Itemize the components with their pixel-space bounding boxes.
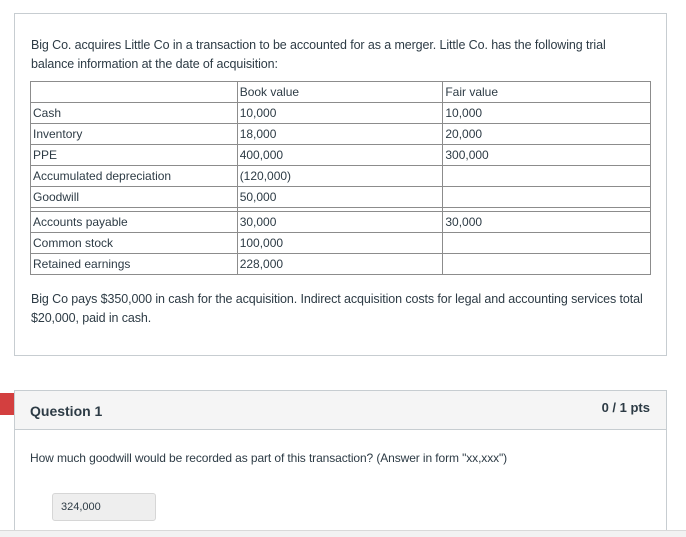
page-bottom-divider [0,530,686,537]
book-value: 400,000 [237,145,443,166]
account-name: Inventory [31,124,238,145]
table-row [31,145,651,166]
fair-value: 20,000 [443,124,651,145]
account-name: Goodwill [31,187,238,208]
header-cell-account [31,82,238,103]
account-name: Accounts payable [31,212,238,233]
book-value: 30,000 [237,212,443,233]
trial-balance-table [30,81,651,275]
fair-value: 300,000 [443,145,651,166]
account-name: Cash [31,103,238,124]
intro-text: Big Co. acquires Little Co in a transaction to be accounted for as a merger. Little Co. has the following trial balance information at the date of acquisition: [31,38,606,71]
question-header [15,391,666,430]
table-row [31,103,651,124]
book-value: 50,000 [237,187,443,208]
account-name: Retained earnings [31,254,238,275]
book-value: 100,000 [237,233,443,254]
table-row [31,254,651,275]
book-value: 18,000 [237,124,443,145]
table-row [31,212,651,233]
table-row [31,166,651,187]
fair-value [443,166,651,187]
account-name: Accumulated depreciation [31,166,238,187]
header-cell-fair-value: Fair value [443,82,651,103]
book-value: 10,000 [237,103,443,124]
book-value: 228,000 [237,254,443,275]
table-row [31,187,651,208]
question-prompt: How much goodwill would be recorded as part of this transaction? (Answer in form "xx,xxx") [30,451,508,465]
fair-value: 10,000 [443,103,651,124]
question-card [14,390,667,530]
table-row [31,124,651,145]
question-title: Question 1 [30,403,103,419]
payment-details-text: Big Co pays $350,000 in cash for the acquisition. Indirect acquisition costs for legal and accounting services total $20,000, paid in cash. [31,292,643,325]
account-name: PPE [31,145,238,166]
fair-value [443,187,651,208]
book-value: (120,000) [237,166,443,187]
table-header-row [31,82,651,103]
fair-value: 30,000 [443,212,651,233]
table-row [31,233,651,254]
account-name: Common stock [31,233,238,254]
fair-value [443,233,651,254]
header-cell-book-value: Book value [237,82,443,103]
question-context-box [14,13,667,356]
question-points: 0 / 1 pts [601,400,650,415]
fair-value [443,254,651,275]
answer-field[interactable]: 324,000 [52,493,156,521]
